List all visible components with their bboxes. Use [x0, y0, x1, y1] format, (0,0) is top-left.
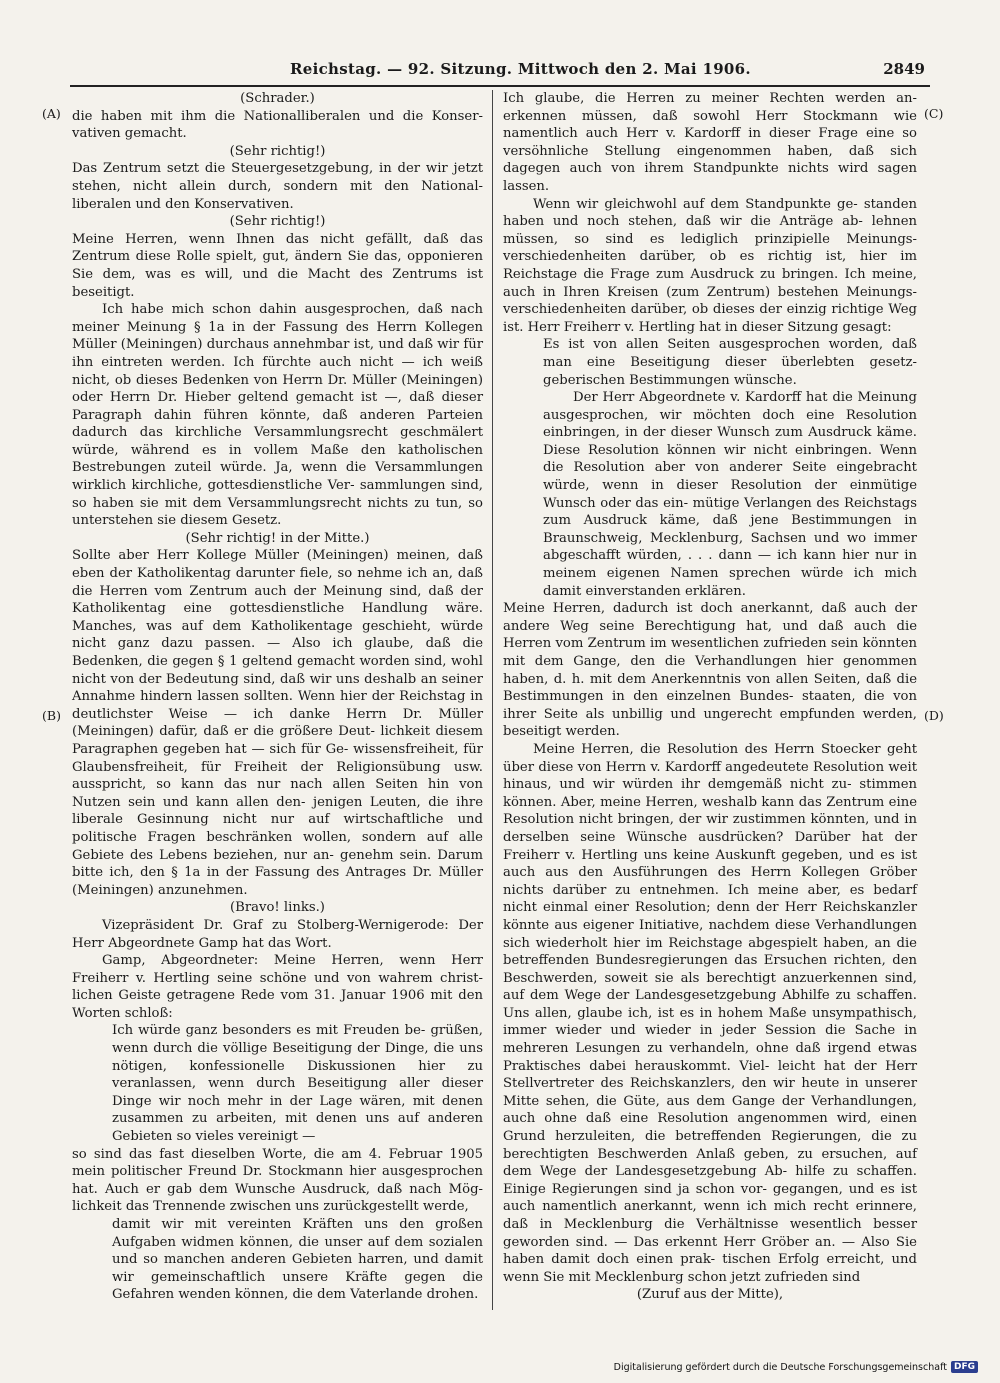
interjection: (Sehr richtig! in der Mitte.) [185, 530, 370, 546]
paragraph: Meine Herren, wenn Ihnen das nicht gefällt, daß das Zentrum diese Rolle spielt, gut, ändern Sie das, opponieren Sie dem, was es will, und die Macht des Zentrums ist beseitigt. [72, 231, 483, 300]
interjection: (Zuruf aus der Mitte), [636, 1287, 784, 1303]
paragraph: Das Zentrum setzt die Steuergesetzgebung, in der wir jetzt stehen, nicht allein durch, sondern mit den National- liberalen und den Konservativen. [72, 161, 483, 212]
quotation-block: Es ist von allen Seiten ausgesprochen worden, daß man eine Beseitigung dieser überlebten gesetz- geberischen Bestimmungen wünsche. [543, 337, 917, 388]
paragraph: Vizepräsident Dr. Graf zu Stolberg-Wernigerode: Der Herr Abgeordnete Gamp hat das Wort. [72, 917, 483, 951]
page-header [75, 60, 925, 84]
interjection: (Sehr richtig!) [229, 143, 326, 159]
column-divider [492, 90, 493, 1310]
interjection: (Bravo! links.) [230, 900, 325, 916]
margin-marker-b: (B) [42, 708, 61, 723]
page-number: 2849 [883, 60, 925, 78]
paragraph: Gamp, Abgeordneter: Meine Herren, wenn Herr Freiherr v. Hertling seine schöne und von wahrem christ- lichen Geiste getragene Rede vom 31. Januar 1906 mit den Worten schloß: [72, 953, 483, 1021]
right-column [503, 90, 917, 1304]
margin-marker-c: (C) [924, 106, 944, 121]
paragraph: so sind das fast dieselben Worte, die am 4. Februar 1905 mein politischer Freund Dr. Stockmann hier ausgesprochen hat. Auch er gab dem Wunsche Ausdruck, daß nach Mög- lichkeit das Trennende zwischen uns zurückgestellt werde, [72, 1146, 483, 1215]
quotation-block: Der Herr Abgeordnete v. Kardorff hat die Meinung ausgesprochen, wir möchten doch eine Resolution einbringen, in der dieser Wunsch zum Ausdruck käme. Diese Resolution können wir nicht einbringen. Wenn die Resolution aber von anderer Seite eingebracht würde, wenn in dieser Resolution der einmütige Wunsch oder das ein- mütige Verlangen des Reichstags zum Ausdruck käme, daß jene Bestimmungen in Braunschweig, Mecklenburg, Sachsen und wo immer abgeschafft würden, . . . dann — ich kann hier nur in meinem eigenen Namen sprechen würde ich mich damit einverstanden erklären. [543, 390, 917, 599]
running-title: Reichstag. — 92. Sitzung. Mittwoch den 2. Mai 1906. [290, 60, 751, 78]
quotation-block: damit wir mit vereinten Kräften uns den großen Aufgaben widmen können, die unser auf dem sozialen und so manchen anderen Gebieten harren, und damit wir gemeinschaftlich unsere Kräfte gegen die Gefahren wenden können, die dem Vaterlande drohen. [112, 1217, 483, 1303]
margin-marker-a: (A) [42, 106, 61, 121]
paragraph: Ich glaube, die Herren zu meiner Rechten werden an- erkennen müssen, daß sowohl Herr Stockmann wie namentlich auch Herr v. Kardorff in dieser Frage eine so versöhnliche Stellung eingenommen haben, daß sich dagegen auch von ihrem Standpunkte nichts wird sagen lassen. [503, 91, 917, 194]
header-rule [70, 85, 930, 87]
left-column [72, 90, 483, 1304]
paragraph: Meine Herren, dadurch ist doch anerkannt, daß auch der andere Weg seine Berechtigung hat, und daß auch die Herren vom Zentrum im wesentlichen zufrieden sein könnten mit dem Gange, den die Verhandlungen hier genommen haben, d. h. mit dem Anerkenntnis von allen Seiten, daß die Bestimmungen in den einzelnen Bundes- staaten, die von ihrer Seite als unbillig und ungerecht empfunden werden, beseitigt werden. [503, 601, 917, 740]
interjection: (Sehr richtig!) [229, 214, 326, 230]
quotation-block: Ich würde ganz besonders es mit Freuden be- grüßen, wenn durch die völlige Beseitigung der Dinge, die uns nötigen, konfessionelle Diskussionen hier zu veranlassen, wenn durch Beseitigung aller dieser Dinge wir noch mehr in der Lage wären, mit denen zusammen zu arbeiten, mit denen uns auf anderen Gebieten so vieles vereinigt — [112, 1023, 483, 1145]
paragraph: die haben mit ihm die Nationalliberalen und die Konser- vativen gemacht. [72, 108, 483, 142]
footer-credit: Digitalisierung gefördert durch die Deutsche Forschungsgemeinschaft [613, 1361, 947, 1373]
paragraph: Wenn wir gleichwohl auf dem Standpunkte ge- standen haben und noch stehen, daß wir die Anträge ab- lehnen müssen, so sind es lediglich prinzipielle Meinungs- verschiedenheiten darüber, ob es richtig ist, hier im Reichstage die Frage zum Ausdruck zu bringen. Ich meine, auch in Ihren Kreisen (zum Zentrum) bestehen Meinungs- verschiedenheiten darüber, ob dieses der einzig richtige Weg ist. Herr Freiherr v. Hertling hat in dieser Sitzung gesagt: [503, 196, 917, 335]
interjection: (Schrader.) [240, 91, 315, 106]
paragraph: Meine Herren, die Resolution des Herrn Stoecker geht über diese von Herrn v. Kardorff angedeutete Resolution weit hinaus, und wir würden ihr demgemäß nicht zu- stimmen können. Aber, meine Herren, weshalb kann das Zentrum eine Resolution nicht bringen, der wir zustimmen könnten, und in derselben seine Wünsche ausdrücken? Darüber hat der Freiherr v. Hertling uns keine Auskunft gegeben, und es ist auch aus den Ausführungen des Herrn Kollegen Gröber nichts darüber zu entnehmen. Ich meine aber, es bedarf nicht einmal einer Resolution; denn der Herr Reichskanzler könnte aus eigener Initiative, nachdem diese Verhandlungen sich wiederholt hier im Reichstage abgespielt haben, an die betreffenden Bundesregierungen das Ersuchen richten, den Beschwerden, soweit sie als berechtigt anzuerkennen sind, auf dem Wege der Landesgesetzgebung Abhilfe zu schaffen. Uns allen, glaube ich, ist es in hohem Maße unsympathisch, immer wieder und wieder in jeder Session die Sache in mehreren Lesungen zu verhandeln, ohne daß irgend etwas Praktisches dabei herauskommt. Viel- leicht hat der Herr Stellvertreter des Reichskanzlers, den wir heute in unserer Mitte sehen, die Güte, aus dem Gange der Verhandlungen, auch ohne daß eine Resolution angenommen wird, einen Grund herzuleiten, die betreffenden Regierungen, die zu berechtigten Beschwerden Anlaß geben, zu ersuchen, auf dem Wege der Landesgesetzgebung Ab- hilfe zu schaffen. Einige Regierungen sind ja schon vor- gegangen, und es ist auch namentlich anerkannt, wenn ich mich recht erinnere, daß in Mecklenburg die Verhältnisse wesentlich besser geworden sind. — Das erkennt Herr Gröber an. — Also Sie haben damit doch einen prak- tischen Erfolg erreicht, und wenn Sie mit Mecklenburg schon jetzt zufrieden sind [503, 741, 917, 1285]
paragraph: Sollte aber Herr Kollege Müller (Meiningen) meinen, daß eben der Katholikentag darunter fiele, so nehme ich an, daß die Herren vom Zentrum auch der Meinung sind, daß der Katholikentag eine gottesdienstliche Handlung wäre. Manches, was auf dem Katholikentage geschieht, würde nicht ganz dazu passen. — Also ich glaube, daß die Bedenken, die gegen § 1 geltend gemacht worden sind, wohl nicht von der Bedeutung sind, daß wir uns deshalb an seiner Annahme hindern lassen sollten. Wenn hier der Reichstag in deutlichster Weise — ich danke Herrn Dr. Müller (Meiningen) dafür, daß er die größere Deut- lichkeit diesem Paragraphen gegeben hat — sich für Ge- wissensfreiheit, für Glaubensfreiheit, für Freiheit der Religionsübung usw. ausspricht, so kann das nur nach allen Seiten hin von Nutzen sein und kann allen den- jenigen Leuten, die ihre liberale Gesinnung nicht nur auf wirtschaftliche und politische Fragen beschränken wollen, sondern auf alle Gebiete des Lebens beziehen, nur an- genehm sein. Darum bitte ich, den § 1a in der Fassung des Antrages Dr. Müller (Meiningen) anzunehmen. [72, 548, 483, 898]
paragraph: Ich habe mich schon dahin ausgesprochen, daß nach meiner Meinung § 1a in der Fassung des Herrn Kollegen Müller (Meiningen) durchaus annehmbar ist, und daß wir für ihn eintreten werden. Ich fürchte auch nicht — ich weiß nicht, ob dieses Bedenken von Herrn Dr. Müller (Meiningen) oder Herrn Dr. Hieber geltend gemacht ist —, daß dieser Paragraph dahin führen könnte, daß anderen Parteien dadurch das kirchliche Versammlungsrecht geschmälert würde, während es in vollem Maße den katholischen Bestrebungen zuteil würde. Ja, wenn die Versammlungen wirklich kirchliche, gottesdienstliche Ver- sammlungen sind, so haben sie mit dem Versammlungsrecht nichts zu tun, so unterstehen sie diesem Gesetz. [72, 302, 483, 529]
margin-marker-d: (D) [924, 708, 944, 723]
footer [614, 1361, 978, 1373]
dfg-logo: DFG [951, 1361, 978, 1373]
